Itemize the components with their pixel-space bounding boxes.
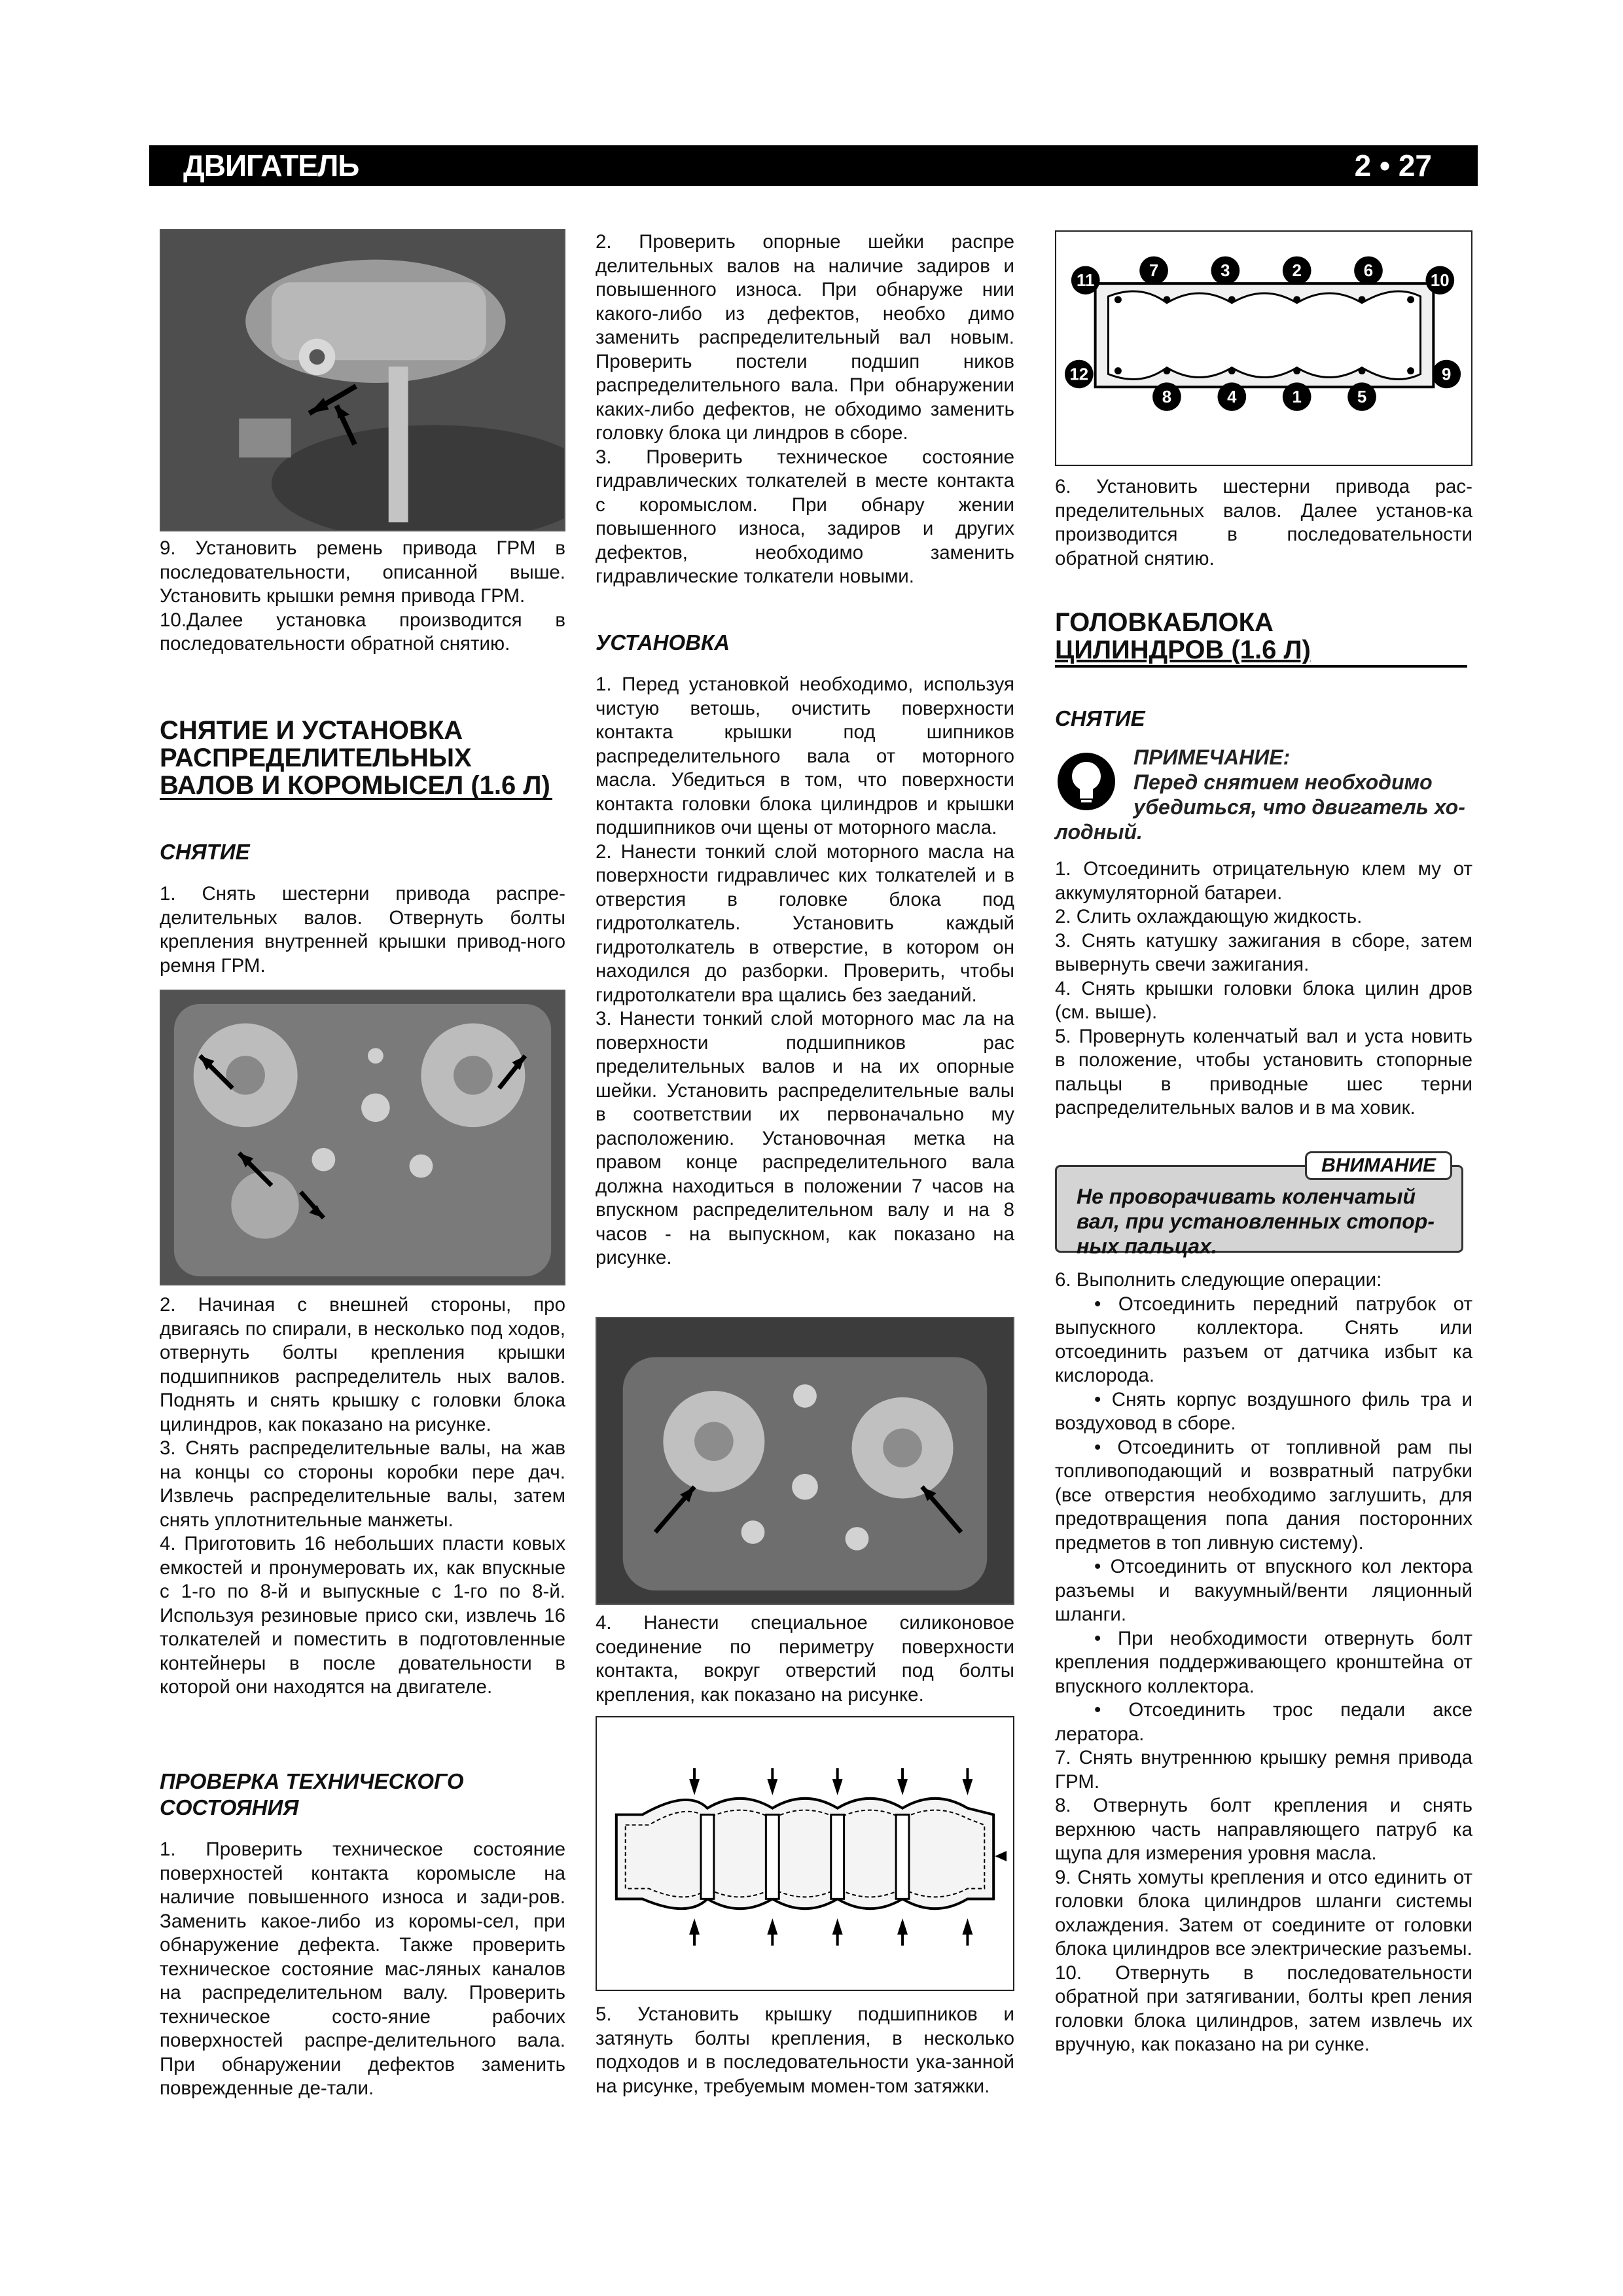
paragraph: 5. Установить крышку подшипников и затянуть болты крепления, в несколько подходов и в последовательности ука-занной на рисунке, требуемым момен-том затяжки. — [596, 2003, 1014, 2097]
engine-photo-belt — [160, 229, 565, 531]
note-label: ПРИМЕЧАНИЕ: — [1133, 745, 1291, 769]
list-item: • Снять корпус воздушного филь тра и воздуховод в сборе. — [1055, 1388, 1472, 1434]
section-heading: ГОЛОВКАБЛОКА — [1055, 608, 1274, 637]
page-number: 2 • 27 — [1354, 149, 1432, 183]
paragraph: 4. Снять крышки головки блока цилин дров (см. выше). — [1055, 977, 1472, 1023]
paragraph: 5. Провернуть коленчатый вал и уста новить в положение, чтобы установить стопорные пальцы в приводные шес терни распределительных валов и в ма ховик. — [1055, 1025, 1472, 1119]
bolt-label: 3 — [1221, 262, 1230, 281]
col1-text-b — [160, 882, 565, 978]
bolt-sequence-diagram — [1055, 230, 1472, 466]
col1-text-d — [160, 1838, 565, 2101]
list-item: • При необходимости отвернуть болт крепления поддерживающего кронштейна от впускного коллектора. — [1055, 1627, 1472, 1697]
list-item: • Отсоединить трос педали аксе лератора. — [1055, 1699, 1472, 1745]
col1-text-a — [160, 537, 565, 656]
list-item: • Отсоединить от топливной рам пы топливоподающий и возвратный патрубки (все отверстия необходимо заглушить, для предотвращения попа дания посторонних предметов в топ ливную систему). — [1055, 1436, 1472, 1554]
section-heading: ЦИЛИНДРОВ (1.6 Л) — [1055, 636, 1311, 664]
warning-text: Не проворачивать коленчатый вал, при установленных стопор-ных пальцах. — [1077, 1185, 1435, 1258]
bolt-label: 10 — [1430, 272, 1450, 291]
heading-rule — [1055, 665, 1467, 668]
bolt-label: 4 — [1227, 388, 1237, 407]
warning-label: ВНИМАНИЕ — [1305, 1151, 1452, 1180]
sealant-diagram — [596, 1716, 1014, 1991]
note-text: убедиться, что двигатель хо- — [1133, 795, 1465, 819]
bolt-label: 5 — [1357, 388, 1367, 407]
bolt-label: 9 — [1442, 365, 1452, 384]
paragraph: 3. Снять распределительные валы, на жав на концы со стороны коробки пере дач. Извлечь распределительные валы, затем снять уплотнительные манжеты. — [160, 1437, 565, 1531]
paragraph: 8. Отвернуть болт крепления и снять верхнюю часть направляющего патруб ка щупа для измерения уровня масла. — [1055, 1795, 1472, 1864]
paragraph: 10.Далее установка производится в последовательности обратной снятию. — [160, 609, 565, 655]
col1-text-c — [160, 1293, 565, 1700]
paragraph: 1. Снять шестерни привода распре-делительных валов. Отвернуть болты крепления внутренней крышки привод-ного ремня ГРМ. — [160, 883, 565, 977]
col2-text-c — [596, 1611, 1014, 1707]
chapter-title: ДВИГАТЕЛЬ — [183, 149, 359, 183]
paragraph: 2. Проверить опорные шейки распре делительных валов на наличие задиров и повышенного износа. При обнаруже нии какого-либо из дефектов, необхо димо заменить распределительный вал новым. Проверить постели подшип ников распределительного вала. При обнаружении каких-либо дефектов, не обходимо заменить головку блока ци линдров в сборе. — [596, 231, 1014, 444]
subheading-install: УСТАНОВКА — [596, 630, 730, 655]
bolt-label: 12 — [1069, 365, 1089, 384]
engine-photo-timing-marks — [596, 1317, 1014, 1605]
paragraph: 2. Слить охлаждающую жидкость. — [1055, 906, 1363, 927]
paragraph: 9. Установить ремень привода ГРМ в последовательности, описанной выше. Установить крышки ремня привода ГРМ. — [160, 537, 565, 607]
paragraph: 10. Отвернуть в последовательности обратной при затягивании, болты креп ления головки блока цилиндров, затем извлечь их вручную, как показано на ри сунке. — [1055, 1962, 1472, 2055]
paragraph: 4. Приготовить 16 небольших пласти ковых емкостей и пронумеровать их, как впускные с 1-го по 8-й и выпускные с 1-го по 8-й. Используя резиновые присо ски, извлечь 16 толкателей и поместить в подготовленные контейнеры в после довательности в которой они находятся на двигателе. — [160, 1533, 565, 1698]
subheading-check: ПРОВЕРКА ТЕХНИЧЕСКОГО СОСТОЯНИЯ — [160, 1769, 464, 1820]
col3-text-a — [1055, 475, 1472, 571]
paragraph: 2. Начиная с внешней стороны, про двигаясь по спирали, в несколько под ходов, отвернуть болты крепления крышки подшипников распределитель ных валов. Поднять и снять крышку с головки блока цилиндров, как показано на рисунке. — [160, 1294, 565, 1435]
col2-text-a — [596, 230, 1014, 589]
paragraph: 3. Нанести тонкий слой моторного мас ла на поверхности подшипников рас пределительных валов и на их опорные шейки. Установить распределительные валы в соответствии их первоначально му расположению. Установочная метка на правом конце распределительного вала должна находиться в положении 7 часов на впускном распределительном валу и на 8 часов - на выпускном, как показано на рисунке. — [596, 1008, 1014, 1268]
bolt-label: 1 — [1292, 388, 1302, 407]
paragraph: 3. Проверить техническое состояние гидравлических толкателей в месте контакта с коромыслом. При обнару жении повышенного износа, задиров и других дефектов, необходимо заменить гидравлические толкатели новыми. — [596, 446, 1014, 587]
bolt-label: 7 — [1149, 262, 1159, 281]
paragraph: 1. Отсоединить отрицательную клем му от аккумуляторной батареи. — [1055, 858, 1472, 904]
list-item: • Отсоединить от впускного кол лектора разъемы и вакуумный/венти ляционный шланги. — [1055, 1556, 1472, 1625]
paragraph: 6. Выполнить следующие операции: — [1055, 1269, 1382, 1291]
engine-photo-camshafts — [160, 990, 565, 1285]
paragraph: 6. Установить шестерни привода рас-пределительных валов. Далее установ-ка производится в последовательности обратной снятию. — [1055, 476, 1472, 569]
section-camshafts — [160, 717, 565, 800]
section-heading: СНЯТИЕ И УСТАНОВКА РАСПРЕДЕЛИТЕЛЬНЫХ ВАЛОВ И КОРОМЫСЕЛ (1.6 Л) — [160, 716, 550, 800]
section-cylinder-head — [1055, 609, 1472, 668]
col3-text-b — [1055, 857, 1472, 1121]
page-header — [149, 145, 1478, 186]
note-box — [1055, 745, 1472, 850]
paragraph: 3. Снять катушку зажигания в сборе, затем вывернуть свечи зажигания. — [1055, 929, 1472, 975]
col2-text-b — [596, 673, 1014, 1270]
warning-box — [1055, 1155, 1463, 1258]
paragraph: 4. Нанести специальное силиконовое соединение по периметру поверхности контакта, вокруг отверстий под болты крепления, как показано на рисунке. — [596, 1612, 1014, 1706]
col2-text-d — [596, 2003, 1014, 2098]
subheading-removal-head: СНЯТИЕ — [1055, 706, 1145, 730]
bolt-label: 11 — [1077, 272, 1095, 291]
subheading-removal: СНЯТИЕ — [160, 840, 250, 864]
note-text: Перед снятием необходимо — [1133, 770, 1433, 794]
paragraph: 2. Нанести тонкий слой моторного масла на поверхности гидравличес ких толкателей и в отверстия в головке блока под гидротолкатель. Установить каждый гидротолкатель в отверстие, в котором он находился до разборки. Проверить, чтобы гидротолкатели вра щались без заеданий. — [596, 840, 1014, 1006]
bolt-label: 2 — [1292, 262, 1302, 281]
paragraph: 1. Проверить техническое состояние поверхностей контакта коромысле на наличие повышенного износа и зади-ров. Заменить какое-либо из коромы-сел, при обнаружение дефекта. Также проверить техническое состояние мас-ляных каналов на распределительном валу. Проверить техническое состо-яние рабочих поверхностей распре-делительного вала. При обнаружении дефектов заменить поврежденные де-тали. — [160, 1839, 565, 2099]
bolt-label: 6 — [1363, 262, 1374, 281]
paragraph: 1. Перед установкой необходимо, используя чистую ветошь, очистить поверхности контакта крышки под шипников распределительного вала от моторного масла. Убедиться в том, что поверхности контакта головки блока цилиндров и крышки подшипников очи щены от моторного масла. — [596, 673, 1014, 838]
col3-text-c — [1055, 1268, 1472, 2057]
lightbulb-icon — [1055, 750, 1118, 813]
list-item: • Отсоединить передний патрубок от выпускного коллектора. Снять или отсоединить разъем от датчика избыт ка кислорода. — [1055, 1293, 1472, 1386]
note-text: лодный. — [1055, 820, 1143, 844]
paragraph: 9. Снять хомуты крепления и отсо единить от головки блока цилиндров шланги системы охлаждения. Затем от соедините от головки блока цилиндров все электрические разъемы. — [1055, 1866, 1472, 1960]
paragraph: 7. Снять внутреннюю крышку ремня привода ГРМ. — [1055, 1747, 1472, 1793]
bolt-label: 8 — [1162, 388, 1172, 407]
